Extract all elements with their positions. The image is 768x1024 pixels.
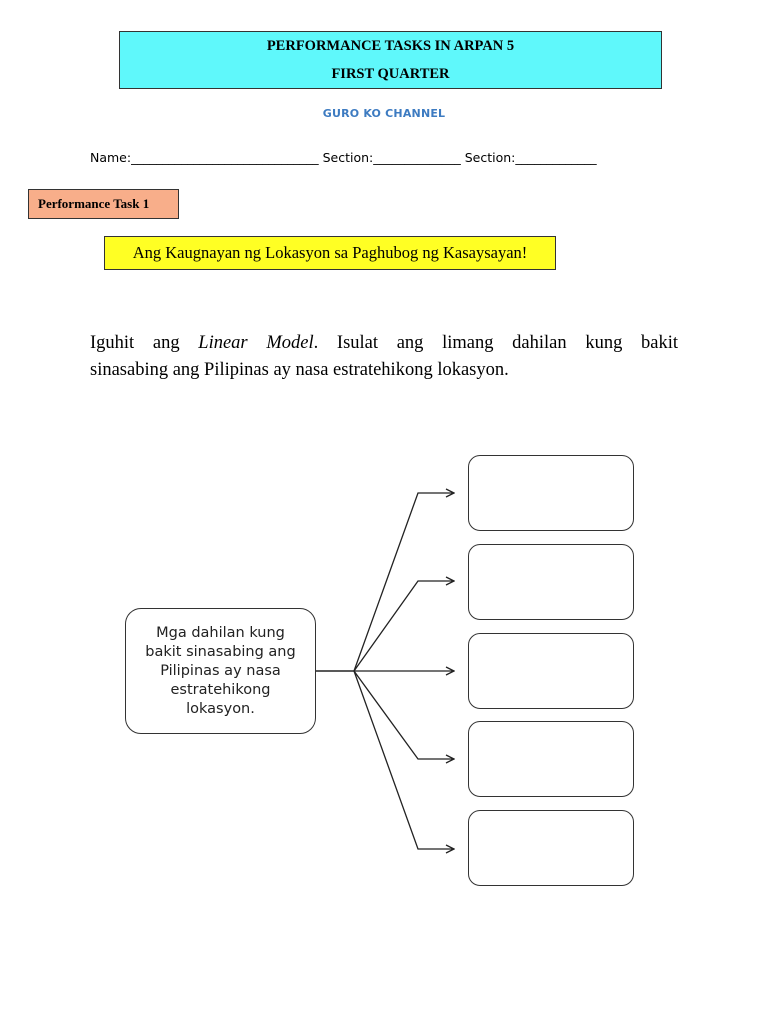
student-fields <box>90 150 597 165</box>
connector-arrow-1 <box>354 493 454 671</box>
connector-arrow-5 <box>354 671 454 849</box>
section-line-2[interactable]: _____________ <box>515 150 597 165</box>
linear-model-term: Linear Model <box>198 333 314 353</box>
section-label-2: Section: <box>464 150 516 165</box>
instructions-line-1: Iguhit ang Linear Model. Isulat ang limang dahilan kung bakit <box>90 333 679 353</box>
header-subtitle: FIRST QUARTER <box>331 66 450 82</box>
instructions-line-2: sinasabing ang Pilipinas ay nasa estratehikong lokasyon. <box>90 360 509 380</box>
answer-box-1[interactable] <box>468 455 634 531</box>
section-line-1[interactable]: ______________ <box>373 150 461 165</box>
header-title: PERFORMANCE TASKS IN ARPAN 5 <box>266 38 515 54</box>
answer-box-2[interactable] <box>468 544 634 620</box>
header-box <box>119 31 662 89</box>
performance-task-label: Performance Task 1 <box>28 189 179 219</box>
channel-name: GURO KO CHANNEL <box>322 107 446 120</box>
instructions <box>90 330 678 384</box>
name-line[interactable]: ______________________________ <box>131 150 319 165</box>
answer-box-4[interactable] <box>468 721 634 797</box>
name-label: Name: <box>90 150 132 165</box>
connector-arrow-2 <box>354 581 454 671</box>
main-reason-node: Mga dahilan kung bakit sinasabing ang Pilipinas ay nasa estratehikong lokasyon. <box>125 608 316 734</box>
task-title: Ang Kaugnayan ng Lokasyon sa Paghubog ng Kasaysayan! <box>104 236 556 270</box>
answer-box-5[interactable] <box>468 810 634 886</box>
answer-box-3[interactable] <box>468 633 634 709</box>
connector-arrow-4 <box>354 671 454 759</box>
section-label-1: Section: <box>322 150 374 165</box>
